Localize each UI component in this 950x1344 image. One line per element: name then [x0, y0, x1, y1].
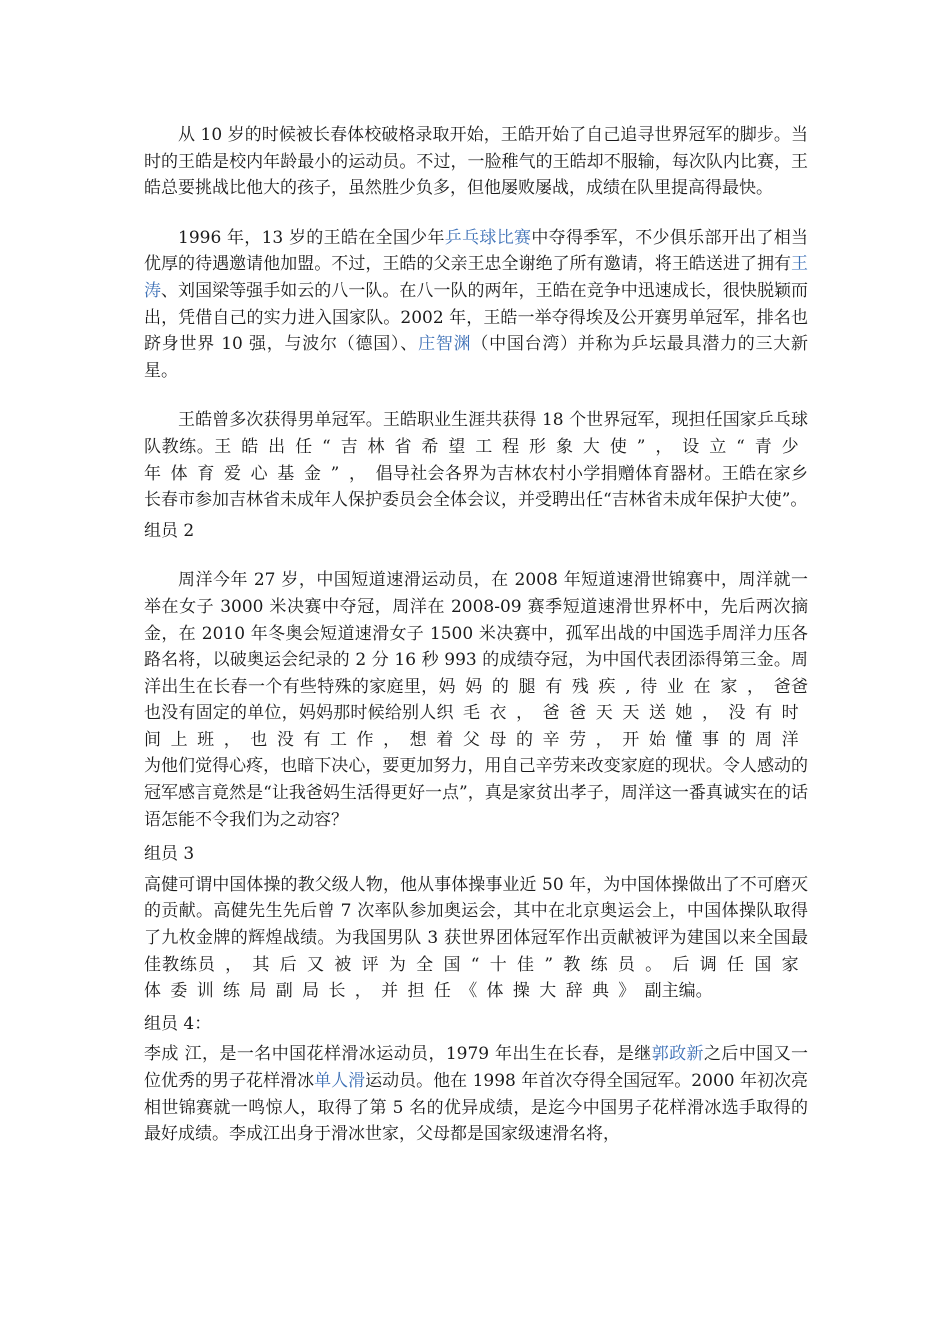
link-zhuang-zhiyuan[interactable]: 庄智渊 — [418, 334, 472, 355]
paragraph-wang-hao-career — [144, 407, 808, 513]
text-segment: 王皓曾多次获得男单冠军。王皓职业生涯共获得 18 个世界冠军，现担任国家乒乓球队教练。 — [144, 410, 808, 457]
link-guo-zhengxin[interactable]: 郭政新 — [651, 1044, 704, 1065]
link-wang-tao[interactable]: 王涛 — [144, 254, 808, 301]
text-segment: 中夺得季军，不少俱乐部开出了相当优厚的待遇邀请他加盟。不过，王皓的父亲王忠全谢绝了所有邀请，将王皓送进了拥有 — [144, 227, 809, 275]
text-segment-spaced: 员，其后又被评为全国“十佳”教练员。后调任国家体委训练局副局长，并担任《体操大辞典》 — [144, 954, 808, 1002]
member-2-heading: 组员 2 — [144, 520, 195, 541]
member-4-heading: 组员 4： — [144, 1013, 212, 1034]
document-page — [144, 122, 808, 1148]
text-segment: 爸爸也没有固定的单位，妈妈那时候给别人 — [144, 676, 809, 724]
link-singles-skating[interactable]: 单人滑 — [314, 1071, 366, 1091]
paragraph-gao-jian — [144, 872, 808, 1005]
paragraph-li-chengjiang — [144, 1041, 808, 1147]
text-segment: 、刘国梁等强手如云的八一队。在八一队的两年，王皓在竞争中迅速成长，很快脱颖而出，凭借自己的实力进入国家队。2002 年，王皓一举夺得埃及公开赛男单冠军，排名也跻身世界 10 强，与波尔（德国）、 — [144, 280, 809, 355]
text-segment: 副主编。 — [644, 981, 713, 1002]
text-segment: 之后中国又一位优秀的男子花样滑冰 — [144, 1044, 809, 1091]
paragraph-zhou-yang — [144, 567, 808, 833]
member-3-heading: 组员 3 — [144, 844, 195, 865]
text-segment: 周洋今年 27 岁，中国短道速滑运动员，在 2008 年短道速滑世锦赛中，周洋就一举在女子 3000 米决赛中夺冠，周洋在 2008-09 赛季短道速滑世界杯中，先后两次摘金，在 2010 年冬奥会短道速滑女子 1500 米决赛中，孤军出战的中国选手周洋力压各路名将，以破奥运会纪录的 2 分 16 秒 993 的成绩夺冠，为中国代表团添得第三金。周洋出生在长春一个有些特殊的家庭里， — [144, 570, 808, 697]
text-segment-spaced: 妈妈的腿有残疾,待业在家， — [438, 676, 774, 697]
text-segment: 李成 江，是一名中国花样滑冰运动员，1979 年出生在长春，是继 — [144, 1044, 652, 1065]
text-segment: 高健可谓中国体操的教父级人物，他从事体操事业近 50 年，为中国体操做出了不可磨灭的贡献。高健先生先后曾 7 次率队参加奥运会，其中在北京奥运会上，中国体操队取得了九枚金牌的辉煌战绩。为我国男队 3 获世界团体冠军作出贡献被评为建国以来全国最佳教练 — [144, 874, 808, 975]
paragraph-wang-hao-1996 — [144, 225, 808, 385]
text-segment: 1996 年，13 岁的王皓在全国少年 — [178, 227, 445, 248]
text-segment: （中国台湾）并称为乒坛最具潜力的三大新星。 — [144, 334, 809, 381]
text-segment: 为他们觉得心疼，也暗下决心，要更加努力，用自己辛劳来改变家庭的现状。令人感动的冠军感言竟然是“让我爸妈生活得更好一点”，真是家贫出孝子，周洋这一番真诚实在的话语怎能不令我们为之动容？ — [144, 756, 808, 830]
link-ping-pong-competition[interactable]: 乒乓球比赛 — [444, 227, 532, 248]
text-segment: 运动员。他在 1998 年首次夺得全国冠军。2000 年初次亮相世锦赛就一鸣惊人，取得了第 5 名的优异成绩，是迄今中国男子花样滑冰选手取得的最好成绩。李成江出身于滑冰世家，父母都是国家级速滑名将， — [144, 1071, 809, 1145]
paragraph-wang-hao-early: 从 10 岁的时候被长春体校破格录取开始，王皓开始了自己追寻世界冠军的脚步。当时的王皓是校内年龄最小的运动员。不过，一脸稚气的王皓却不服输，每次队内比赛，王皓总要挑战比他大的孩子，虽然胜少负多，但他屡败屡战，成绩在队里提高得最快。 — [144, 125, 808, 199]
text-segment: 倡导社会各界为吉林农村小学捐赠体育器材。王皓在家乡长春市参加吉林省未成年人保护委员会全体会议，并受聘出任“吉林省未成年保护大使”。 — [144, 463, 809, 511]
text-segment-spaced: 王皓出任“吉林省希望工程形象大使”，设立“青少年体育爱心基金”， — [144, 436, 809, 484]
text-segment-spaced: 织毛衣，爸爸天天送她，没有时间上班，也没有工作，想着父母的辛劳，开始懂事的周洋 — [144, 703, 808, 750]
